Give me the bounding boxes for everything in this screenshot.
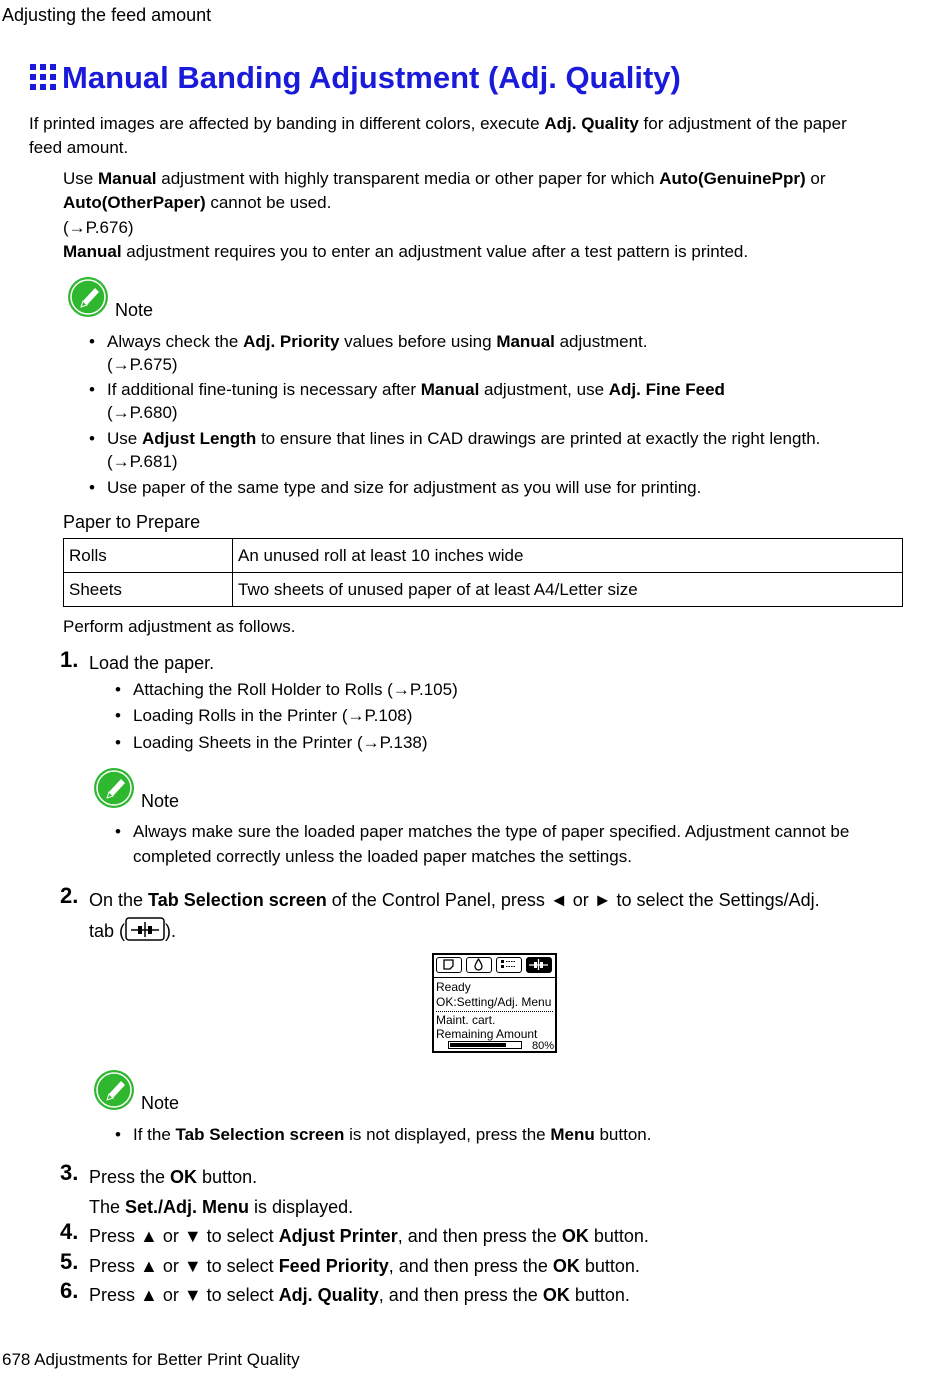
note-pencil-icon [67, 276, 111, 320]
lcd-maint-label: Maint. cart. [436, 1013, 496, 1027]
note-1-item-1-ref[interactable]: (→P.675) [107, 355, 178, 374]
use-line-3: Manual adjustment requires you to enter an adjustment value after a test pattern is printed. [63, 242, 749, 261]
intro-line-1: If printed images are affected by banding in different colors, execute Adj. Quality for adjustment of the paper [29, 114, 847, 133]
paper-table [63, 538, 903, 607]
running-header: Adjusting the feed amount [2, 5, 212, 25]
note-label: Note [115, 300, 154, 320]
lcd-status: Ready [436, 980, 471, 994]
step-3-number: 3. [60, 1160, 79, 1185]
page-title [30, 58, 681, 98]
step-2-text-2: tab ( ). [89, 917, 176, 943]
step-5-text: Press ▲ or ▼ to select Feed Priority, and then press the OK button. [89, 1256, 640, 1276]
step-6-number: 6. [60, 1278, 79, 1303]
table-cell: Two sheets of unused paper of at least A4/Letter size [233, 573, 903, 607]
job-tab-icon [496, 957, 522, 973]
step-1-text: Load the paper. [89, 653, 215, 673]
use-line-1: Use Manual adjustment with highly transparent media or other paper for which Auto(GenuinePpr) or [63, 169, 826, 188]
use-line-2: Auto(OtherPaper) cannot be used. [63, 193, 332, 212]
step-3-text: Press the OK button. [89, 1167, 258, 1187]
step-4-text: Press ▲ or ▼ to select Adjust Printer, and then press the OK button. [89, 1226, 649, 1246]
table-cell: Sheets [64, 573, 233, 607]
step-2-text: On the Tab Selection screen of the Control Panel, press ◄ or ► to select the Settings/Adj. [89, 890, 820, 910]
note-1-item-3-ref[interactable]: (→P.681) [107, 452, 178, 471]
lcd-remaining-label: Remaining Amount [436, 1027, 538, 1041]
step-4-number: 4. [60, 1219, 79, 1244]
table-row [64, 539, 903, 573]
table-row [64, 573, 903, 607]
use-ref[interactable]: (→P.676) [63, 218, 134, 237]
intro-line-2: feed amount. [29, 138, 129, 157]
page-title-text: Manual Banding Adjustment (Adj. Quality) [62, 60, 681, 95]
table-cell: An unused roll at least 10 inches wide [233, 539, 903, 573]
paper-heading: Paper to Prepare [63, 512, 201, 532]
note-label: Note [141, 791, 180, 811]
control-panel-display [432, 953, 557, 1053]
settings-adj-tab-icon [125, 917, 165, 941]
lcd-hint: OK:Setting/Adj. Menu [436, 995, 552, 1009]
table-cell: Rolls [64, 539, 233, 573]
step-5-number: 5. [60, 1249, 79, 1274]
note-label: Note [141, 1093, 180, 1113]
remaining-amount-bar [448, 1041, 522, 1049]
step-3-result: The Set./Adj. Menu is displayed. [89, 1197, 354, 1217]
step-6-text: Press ▲ or ▼ to select Adj. Quality, and then press the OK button. [89, 1285, 630, 1305]
remaining-percent: 80% [532, 1040, 555, 1052]
settings-tab-icon [526, 957, 552, 973]
ink-tab-icon [466, 957, 492, 973]
note-pencil-icon [93, 1069, 137, 1113]
page-footer: 678 Adjustments for Better Print Quality [2, 1350, 300, 1369]
note-pencil-icon [93, 767, 137, 811]
remaining-amount-fill [450, 1043, 506, 1047]
grid-icon [30, 64, 56, 90]
note-1-item-2-ref[interactable]: (→P.680) [107, 403, 178, 422]
step-1-number: 1. [60, 647, 79, 672]
lcd-tab-bar [434, 955, 555, 978]
perform-text: Perform adjustment as follows. [63, 617, 296, 636]
paper-tab-icon [436, 957, 462, 973]
lcd-divider [436, 1011, 553, 1012]
step-2-number: 2. [60, 883, 79, 908]
